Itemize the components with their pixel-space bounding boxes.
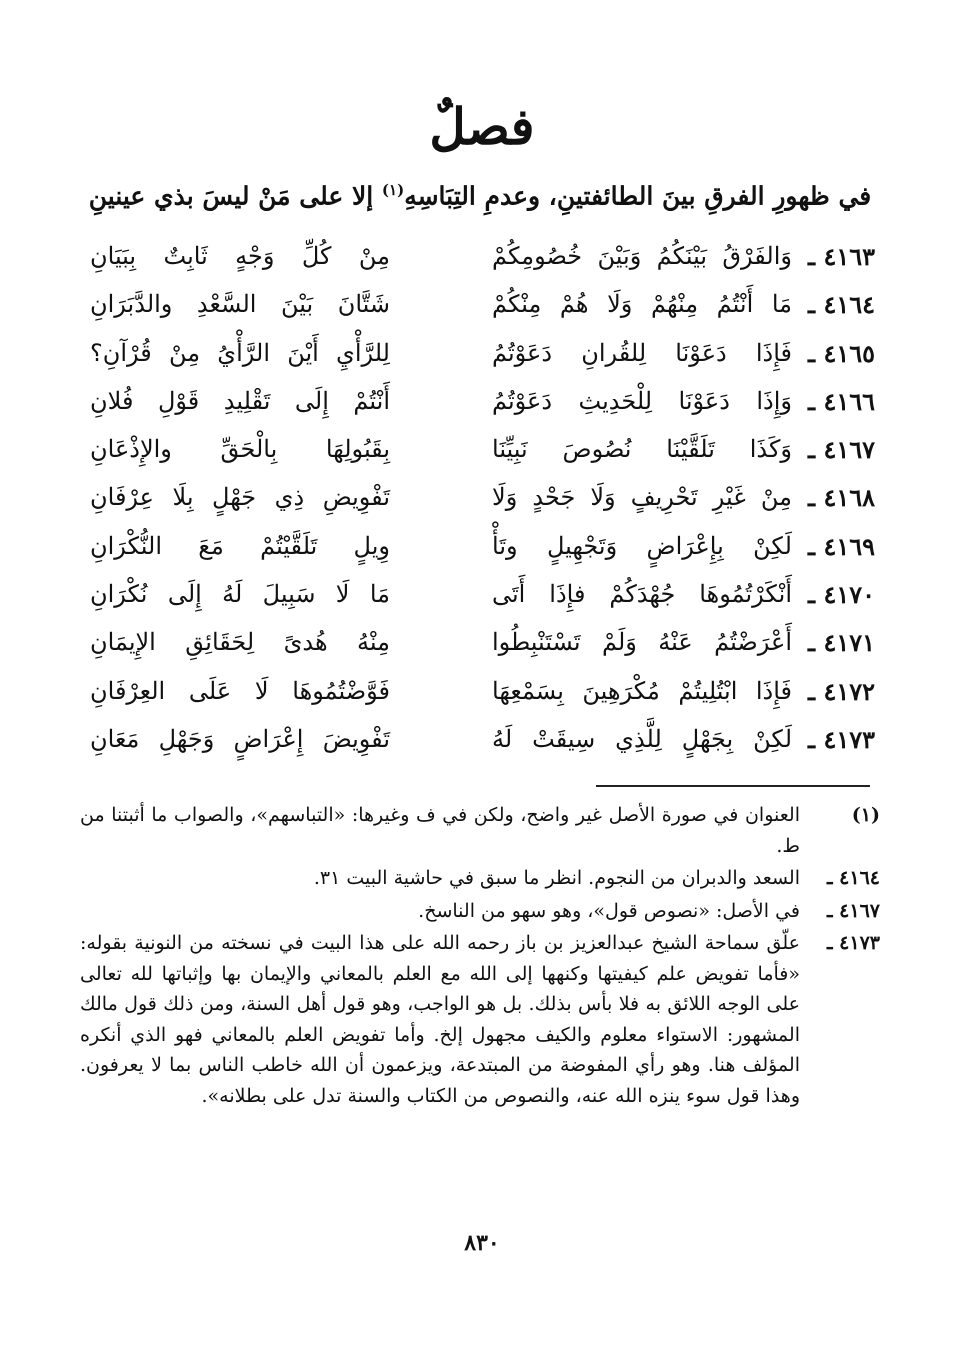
title-text: في ظهورِ الفرقِ بينَ الطائفتينِ، وعدمِ التِبَاسِهِ <box>404 181 872 211</box>
footnote-text: العنوان في صورة الأصل غير واضح، ولكن في ف وغيرها: «التباسهم»، والصواب ما أثبتنا من ط. <box>80 804 800 857</box>
verse-line <box>80 284 880 332</box>
verse-second-hemistich: مِنْهُ هُدىً لِحَقَائِقِ الإِيمَانِ <box>90 628 390 657</box>
verse-line <box>80 622 880 670</box>
section-heading: فصلٌ <box>429 97 535 156</box>
verse-first-hemistich: مَا أَنْتُمُ مِنْهُمْ وَلَا هُمْ مِنْكُمْ <box>492 290 792 319</box>
verse-second-hemistich: بِقَبُولِهَا بِالْحَقِّ والإِذْعَانِ <box>90 435 390 464</box>
verse-line <box>80 719 880 767</box>
verse-line <box>80 236 880 284</box>
verse-line <box>80 574 880 622</box>
verse-line <box>80 671 880 719</box>
title-text-continued: إلا على مَنْ ليسَ بذي عينينِ <box>88 181 382 211</box>
footnote-ref: ٤١٦٤ ـ <box>826 867 880 889</box>
verse-list <box>80 236 880 767</box>
verse-first-hemistich: لَكِنْ بِإِعْرَاضٍ وَتَجْهِيلٍ وتَأْ <box>492 531 792 560</box>
verse-line <box>80 333 880 381</box>
verse-line <box>80 526 880 574</box>
verse-line <box>80 381 880 429</box>
footnote-text: علّق سماحة الشيخ عبدالعزيز بن باز رحمه الله على هذا البيت في نسخته من النونية بقوله: «فأما تفويض علم كيفيتها وكنهها إلى الله مع العلم بالمعاني والإيمان بها وإثباتها لله تعالى على الوجه اللائق به فلا بأس بذلك. بل هو الواجب، وهو قول أهل السنة، ومن ذلك قول مالك المشهور: الاستواء معلوم والكيف مجهول إلخ. وأما تفويض العلم بالمعاني فهو الذي أنكره المؤلف هنا. وهو رأي المفوضة من المبتدعة، ويزعمون أن الله خاطب الناس بما لا يعرفون. وهذا قول سوء ينزه الله عنه، والنصوص من الكتاب والسنة تدل على بطلانه». <box>80 932 801 1107</box>
footnote <box>80 863 880 894</box>
footnote-text: السعد والدبران من النجوم. انظر ما سبق في حاشية البيت ٣١. <box>313 867 800 889</box>
verse-second-hemistich: تَفْوِيضَ إِعْرَاضٍ وَجَهْلِ مَعَانِ <box>90 724 390 753</box>
verse-first-hemistich: فَإِذَا ابْتُلِيتُمْ مُكْرَهِينَ بِسَمْعِهَا <box>492 676 792 705</box>
verse-number: ٤١٦٥ ـ <box>808 338 875 368</box>
verse-first-hemistich: لَكِنْ بِجَهْلٍ لِلَّذِي سِيقَتْ لَهُ <box>492 724 792 753</box>
verse-number: ٤١٧١ ـ <box>808 628 875 658</box>
verse-first-hemistich: أَنْكَرْتُمُوهَا جُهْدَكُمْ فإِذَا أَتَى <box>492 580 792 609</box>
verse-first-hemistich: فَإِذَا دَعَوْنَا لِلقُرانِ دَعَوْتُمُ <box>492 338 792 367</box>
verse-number: ٤١٦٩ ـ <box>808 531 875 561</box>
verse-number: ٤١٦٣ ـ <box>808 242 875 271</box>
verse-first-hemistich: وَالفَرْقُ بَيْنَكُمُ وَبَيْنَ خُصُومِكُمْ <box>492 242 792 270</box>
verse-number: ٤١٧٣ ـ <box>808 724 875 754</box>
page-number: ٨٣٠ <box>464 1230 500 1256</box>
verse-second-hemistich: تَفْوِيضِ ذِي جَهْلٍ بِلَا عِرْفَانِ <box>90 483 390 512</box>
footnote-ref: ٤١٧٣ ـ <box>826 932 880 954</box>
verse-number: ٤١٦٨ ـ <box>808 483 875 513</box>
verse-second-hemistich: مِنْ كُلِّ وَجْهٍ ثَابِتٌ بِبَيَانِ <box>90 242 390 270</box>
verse-second-hemistich: فَوَّضْتُمُوهَا لَا عَلَى العِرْفَانِ <box>90 676 390 705</box>
footnote <box>80 896 880 927</box>
verse-number: ٤١٦٧ ـ <box>808 435 875 465</box>
verse-line <box>80 477 880 525</box>
verse-second-hemistich: لِلرَّأْيِ أَيْنَ الرَّأْيُ مِنْ قُرْآنِ؟ <box>90 338 390 367</box>
verse-first-hemistich: مِنْ غَيْرِ تَحْرِيفٍ وَلَا جَحْدٍ وَلَا <box>492 483 792 512</box>
verse-second-hemistich: وِيلٍ تَلَقَّيْتُمْ مَعَ النُّكْرَانِ <box>90 531 390 560</box>
verse-number: ٤١٦٦ ـ <box>808 386 875 416</box>
footnote-text: في الأصل: «نصوص قول»، وهو سهو من الناسخ. <box>418 899 800 922</box>
footnote <box>80 800 880 861</box>
title-footnote-mark: (١) <box>381 181 405 199</box>
footnote <box>80 928 880 1111</box>
verse-first-hemistich: وَإِذَا دَعَوْنَا لِلْحَدِيثِ دَعَوْتُمُ <box>492 386 792 415</box>
verse-number: ٤١٧٢ ـ <box>808 676 875 706</box>
section-title <box>80 170 880 216</box>
footnotes <box>80 800 880 1113</box>
verse-second-hemistich: شَتَّانَ بَيْنَ السَّعْدِ والدَّبَرَانِ <box>90 290 390 319</box>
verse-second-hemistich: أَنْتُمْ إِلَى تَقْلِيدِ قَوْلِ فُلانِ <box>90 386 390 415</box>
verse-line <box>80 429 880 477</box>
footnote-ref: ٤١٦٧ ـ <box>826 899 880 922</box>
footnote-ref: (١) <box>851 804 880 826</box>
verse-number: ٤١٧٠ ـ <box>808 580 875 610</box>
verse-second-hemistich: مَا لَا سَبِيلَ لَهُ إِلَى نُكْرَانِ <box>90 580 390 609</box>
verse-number: ٤١٦٤ ـ <box>808 290 875 320</box>
verse-first-hemistich: وَكَذَا تَلَقَّيْنَا نُصُوصَ نَبِيِّنَا <box>492 435 792 464</box>
verse-first-hemistich: أَعْرَضْتُمُ عَنْهُ وَلَمْ تَسْتَنْبِطُوا <box>492 628 792 657</box>
footnote-separator <box>596 785 870 787</box>
